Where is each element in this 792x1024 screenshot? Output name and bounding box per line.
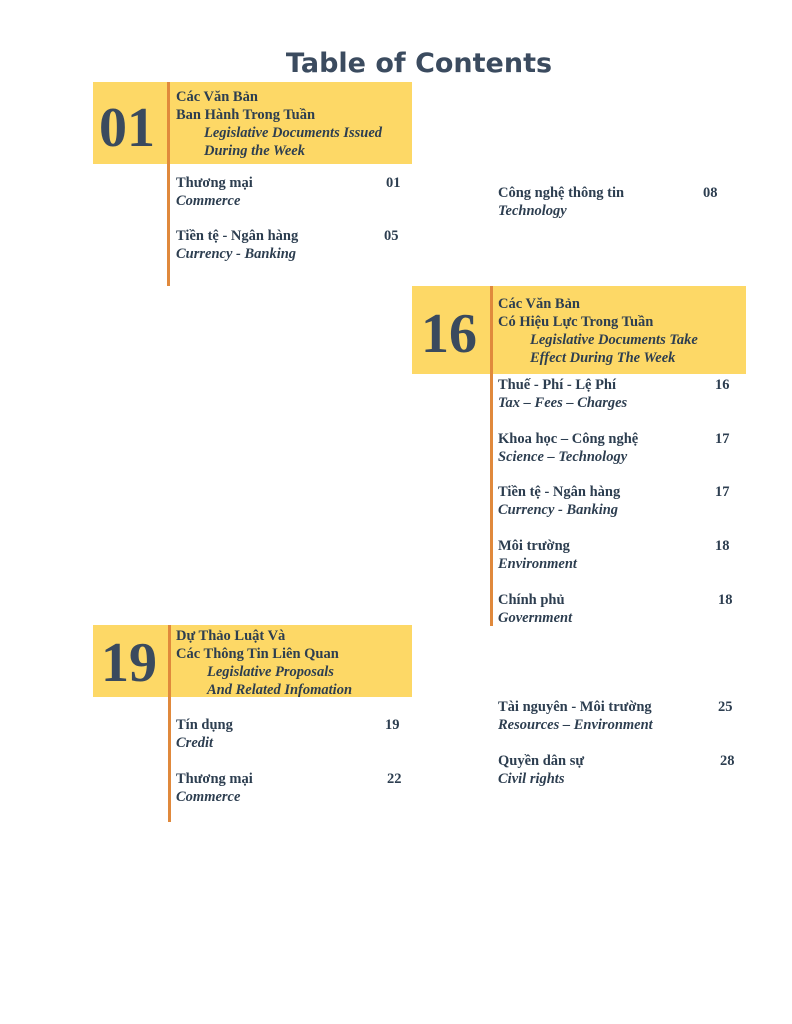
toc-entry-vi: Môi trường [498,538,570,554]
toc-entry-en: Civil rights [498,771,565,787]
toc-entry-en: Technology [498,203,567,219]
section-16-divider [490,286,493,626]
toc-entry-en: Commerce [176,193,241,209]
toc-entry-vi: Thuế - Phí - Lệ Phí [498,377,617,393]
toc-entry-en: Resources – Environment [498,717,653,733]
toc-page-number: 28 [720,753,735,769]
section-19-number: 19 [101,632,157,694]
toc-page-number: 05 [384,228,399,244]
toc-entry-vi: Thương mại [176,175,253,191]
toc-page-number: 25 [718,699,733,715]
toc-page-number: 16 [715,377,730,393]
section-19-divider [168,625,171,822]
toc-entry[interactable] [498,430,638,466]
toc-entry-en: Credit [176,735,214,751]
section-01-heading [176,88,382,160]
toc-entry-en: Commerce [176,789,241,805]
toc-entry-en: Science – Technology [498,449,628,465]
toc-entry[interactable] [498,184,624,220]
section-19-vi-line1: Dự Thảo Luật Và [176,628,286,644]
section-16-number: 16 [421,303,477,365]
toc-entry[interactable] [176,174,253,210]
toc-entry-vi: Tiền tệ - Ngân hàng [176,228,299,244]
section-16-vi-line1: Các Văn Bản [498,296,580,312]
section-19-heading [176,627,352,699]
toc-entry[interactable] [176,227,298,263]
section-01-number: 01 [99,97,155,159]
section-19-en-line2: And Related Infomation [207,682,353,698]
toc-entry-en: Environment [498,556,577,572]
section-16-heading [498,295,698,367]
toc-page-number: 22 [387,771,402,787]
page-title: Table of Contents [285,48,553,79]
section-16-en-line1: Legislative Documents Take [530,332,698,348]
toc-entry[interactable] [498,537,577,573]
toc-entry-en: Tax – Fees – Charges [498,395,628,411]
toc-entry[interactable] [498,591,572,627]
toc-page-number: 19 [385,717,400,733]
section-19-vi-line2: Các Thông Tin Liên Quan [176,646,339,662]
toc-entry-vi: Công nghệ thông tin [498,185,625,201]
toc-entry-en: Currency - Banking [176,246,297,262]
section-01-en-line2: During the Week [204,143,305,159]
section-16-en-line2: Effect During The Week [530,350,676,366]
section-01-en-line1: Legislative Documents Issued [204,125,383,141]
toc-entry-vi: Quyền dân sự [498,753,585,769]
toc-entry-vi: Tín dụng [176,717,233,733]
toc-entry-en: Currency - Banking [498,502,619,518]
toc-page-number: 08 [703,185,718,201]
toc-entry-vi: Khoa học – Công nghệ [498,431,639,447]
toc-entry-vi: Thương mại [176,771,253,787]
toc-entry[interactable] [498,752,584,788]
toc-entry-vi: Tiền tệ - Ngân hàng [498,484,621,500]
toc-entry[interactable] [176,716,233,752]
toc-entry-en: Government [498,610,573,626]
toc-entry-vi: Tài nguyên - Môi trường [498,699,652,715]
section-19-en-line1: Legislative Proposals [207,664,334,680]
section-01-vi-line1: Các Văn Bản [176,89,258,105]
section-01-divider [167,82,170,286]
toc-entry[interactable] [176,770,253,806]
toc-entry[interactable] [498,483,620,519]
toc-page-number: 18 [715,538,730,554]
toc-entry[interactable] [498,698,653,734]
toc-page-number: 17 [715,484,730,500]
toc-page-number: 18 [718,592,733,608]
toc-entry-vi: Chính phủ [498,592,565,608]
toc-page-number: 17 [715,431,730,447]
section-16-vi-line2: Có Hiệu Lực Trong Tuần [498,314,654,330]
section-01-vi-line2: Ban Hành Trong Tuần [176,107,316,123]
toc-page-number: 01 [386,175,401,191]
toc-entry[interactable] [498,376,627,412]
